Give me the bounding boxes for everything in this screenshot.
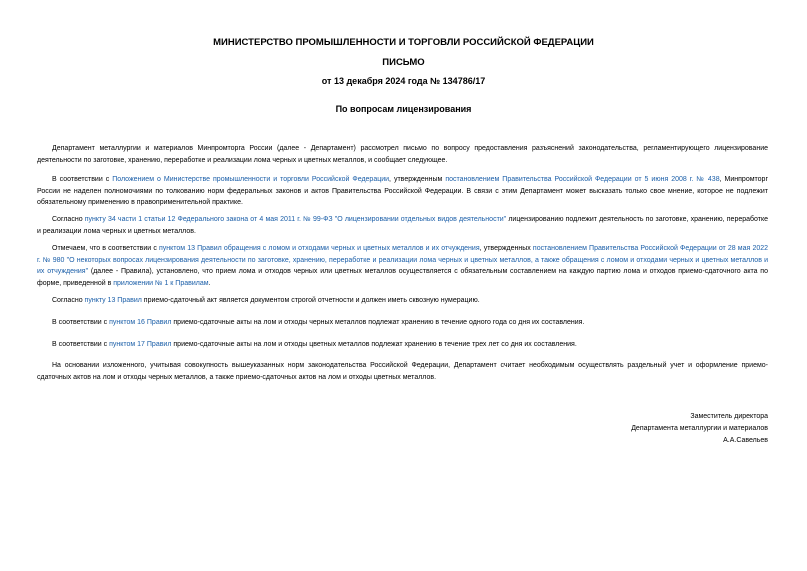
paragraph-text: приемо-сдаточные акты на лом и отходы черных металлов подлежат хранению в течение одного года со дня их составления. [171,319,585,326]
paragraph-ferrous-storage [37,317,768,329]
document-date: от 13 декабря 2024 года № 134786/17 [321,76,486,86]
paragraph-text: , утвержденным [389,176,446,183]
link-rules-13[interactable]: пункту 13 Правил [84,297,142,304]
document-type: ПИСЬМО [382,57,425,68]
link-ministry-regulation[interactable]: Положением о Министерстве промышленности и торговли Российской Федерации [112,176,390,183]
link-rules-17[interactable]: пунктом 17 Правил [109,341,172,348]
link-appendix-1[interactable]: приложении № 1 к Правилам [113,279,209,287]
paragraph-text: лицензированию подлежит деятельность по заготовке, хранению, переработке и реализации лома черных и цветных металлов. [37,216,769,235]
link-government-decree-438[interactable]: постановлением Правительства Российской Федерации от 5 июня 2008 г. № 438 [445,176,720,183]
paragraph-text: В соответствии с [52,176,113,183]
paragraph-text: (далее - Правила), установлено, что прием лома и отходов черных или цветных металлов осуществляется с обязательным составлением на каждую партию лома и отходов приемо-сдаточного акта по форме, приведенной в [37,268,768,287]
signature-department: Департамента металлургии и материалов [631,425,768,432]
paragraph-text: приемо-сдаточный акт является документом строгой отчетности и должен иметь сквозную нумерацию. [141,297,480,304]
paragraph-authority [37,174,768,209]
paragraph-conclusion [37,360,768,383]
paragraph-text: приемо-сдаточные акты на лом и отходы цветных металлов подлежат хранению в течение трех лет со дня их составления. [171,341,577,348]
paragraph-text: . [208,279,211,287]
paragraph-nonferrous-storage [37,339,768,351]
paragraph-rules [37,243,768,289]
document-subject: По вопросам лицензирования [335,104,472,114]
ministry-title: МИНИСТЕРСТВО ПРОМЫШЛЕННОСТИ И ТОРГОВЛИ РОССИЙСКОЙ ФЕДЕРАЦИИ [213,37,594,48]
link-rules-16[interactable]: пунктом 16 Правил [109,319,172,326]
paragraph-text: Согласно [52,216,85,223]
paragraph-intro [37,143,768,166]
link-federal-law-99[interactable]: пункту 34 части 1 статьи 12 Федерального закона от 4 мая 2011 г. № 99-ФЗ "О лицензировании отдельных видов деятельности" [84,216,507,223]
paragraph-text: , Минпромторг России не наделен полномочиями по толкованию норм федеральных законов и актов Правительства Российской Федерации. В связи с этим Департамент может высказать только свое мнение, которое не подлежит обязательному применению в правоприменительной практике. [37,176,768,206]
paragraph-text: В соответствии с [52,341,110,348]
paragraph-strict-reporting [37,295,768,307]
paragraph-text: , утвержденных [479,245,533,252]
paragraph-text: На основании изложенного, учитывая совокупность вышеуказанных норм законодательства Российской Федерации, Департамент считает необходимым осуществлять раздельный учет и оформление приемо-сдаточных актов на лом и отходы черных металлов, а также приемо-сдаточных актов на лом и отходы цветных металлов. [37,362,768,381]
paragraph-text: Согласно [52,297,85,304]
paragraph-text: В соответствии с [52,319,110,326]
paragraph-text: Департамент металлургии и материалов Минпромторга России (далее - Департамент) рассмотрел письмо по вопросу предоставления разъяснений законодательства, регламентирующего лицензирование деятельности по заготовке, хранению, переработке и реализации лома черных и цветных металлов, и сообщает следующее. [37,145,768,164]
signature-name: А.А.Савельев [723,437,768,444]
paragraph-licensing-law [37,214,768,237]
link-government-decree-980[interactable]: постановлением Правительства Российской Федерации от 28 мая 2022 г. № 980 "О некоторых вопросах лицензирования деятельности по заготовке, хранению, переработке и реализации лома черных и цветных металлов, а также обращения с ломом и отходами черных и цветных металлов и их отчуждения" [37,245,769,275]
link-rules-point-13[interactable]: пунктом 13 Правил обращения с ломом и отходами черных и цветных металлов и их отчуждения [158,245,480,252]
paragraph-text: Отмечаем, что в соответствии с [52,245,159,252]
signature-position: Заместитель директора [690,413,768,420]
